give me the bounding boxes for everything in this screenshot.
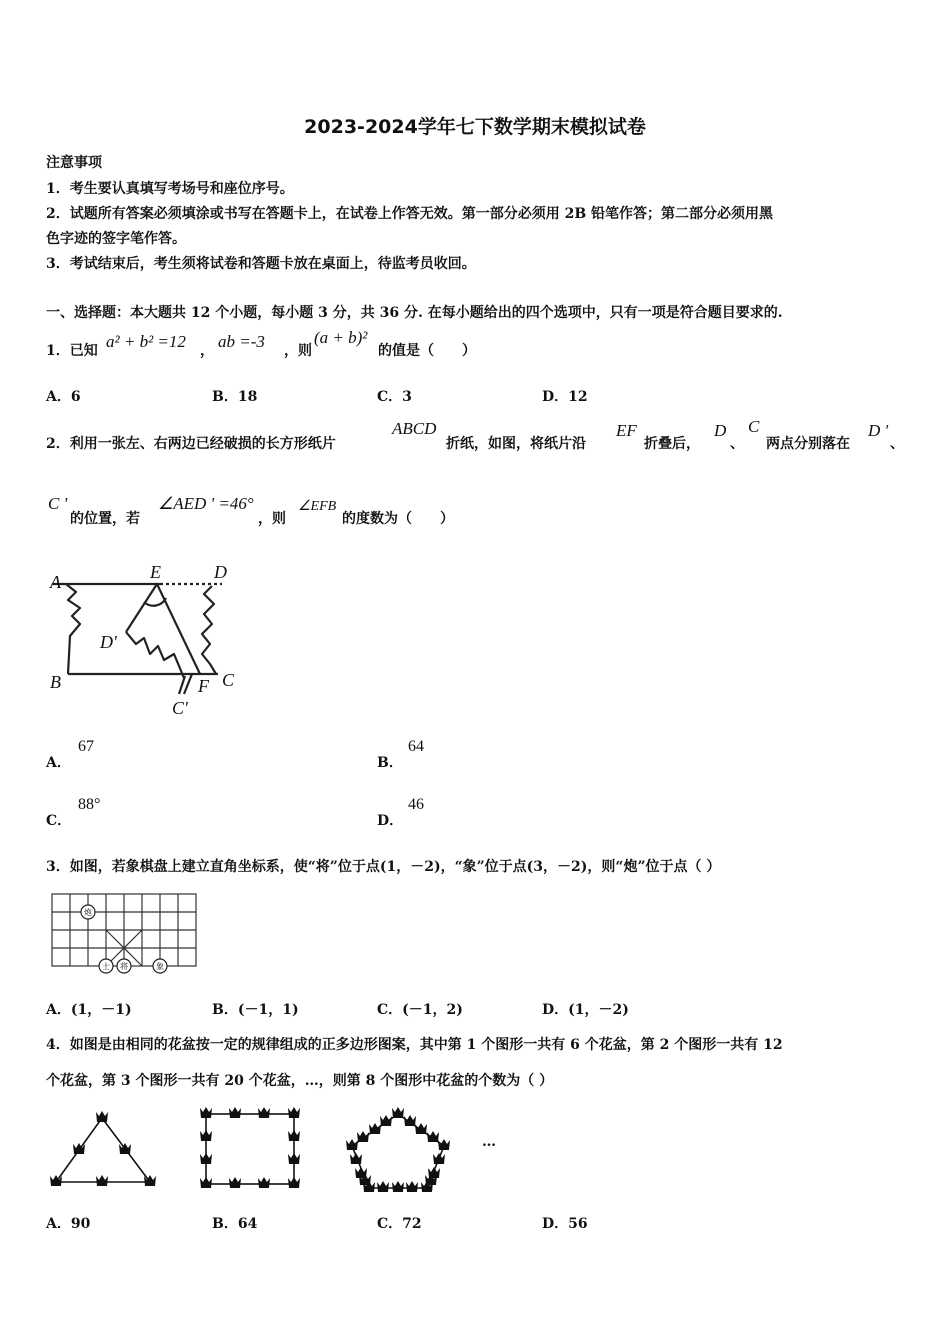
q2-label-cprime: C' [172,698,188,718]
q1-prefix: 1．已知 [46,343,98,359]
notice-item-2: 2．试题所有答案必须填涂或书写在答题卡上，在试卷上作答无效。第一部分必须用 2B 铅笔作答；第二部分必须用黑 [46,206,774,222]
q4-triangle [56,1118,150,1182]
q2-option-c-value: 88° [78,796,101,813]
q1-sep: ， [200,343,214,359]
q2-folded-torn-edge [126,632,184,678]
q3-pao-label: 炮 [84,908,92,917]
q2-right-torn-edge [202,586,216,674]
q4-ellipsis: … [482,1134,496,1150]
q2-label-f: F [198,676,209,696]
q3-option-a: A．(1，－1) [46,1002,132,1018]
q3-chessboard-figure [48,890,200,976]
q2-option-a-label: A． [46,755,71,771]
q3-text: 3．如图，若象棋盘上建立直角坐标系，使“将”位于点(1，－2)，“象”位于点(3，－2)，则“炮”位于点（ ） [46,859,721,875]
page-title: 2023-2024学年七下数学期末模拟试卷 [304,116,646,138]
q4-text-1: 4．如图是由相同的花盆按一定的规律组成的正多边形图案，其中第 1 个图形一共有 6 个花盆，第 2 个图形一共有 12 [46,1037,783,1053]
q2-math-ef: EF [616,421,637,440]
q4-text-2: 个花盆，第 3 个图形一共有 20 个花盆，…，则第 8 个图形中花盆的个数为（ ） [46,1073,554,1089]
q2-label-c: C [222,670,235,690]
q2-option-c-label: C． [46,813,72,829]
q3-xiang-label: 象 [156,962,164,971]
q4-option-d: D．56 [542,1216,588,1232]
q1-then: ，则 [284,343,312,359]
q2-math-dprime: D ' [868,421,889,440]
q4-figure-3-pots [346,1107,450,1192]
q2-label-dprime: D' [100,632,117,652]
q3-shi-label: 士 [102,962,110,971]
q2-option-a-value: 67 [78,738,94,755]
q2-left-torn-edge [66,584,80,674]
q2-text-1d: 两点分别落在 [766,436,850,452]
q2-math-angle2: ∠EFB [298,499,337,514]
q4-figure-2-pots [200,1107,300,1188]
q1-expr2: ab =-3 [218,332,265,351]
q3-option-b: B．(－1，1) [212,1002,299,1018]
q2-text-1b: 折纸，如图，将纸片沿 [446,436,586,452]
q2-math-cprime: C ' [48,494,68,513]
q2-label-a: A [50,572,61,592]
q2-tail: 、 [890,436,904,452]
q2-comma: 、 [730,436,744,452]
q1-option-b: B．18 [212,389,258,405]
q2-text-2c: 的度数为（ ） [342,511,454,527]
notice-item-3: 3．考试结束后，考生须将试卷和答题卡放在桌面上，待监考员收回。 [46,256,476,272]
q4-square [206,1114,294,1184]
q2-label-b: B [50,672,61,692]
q2-text-2b: ，则 [258,511,286,527]
q2-math-abcd: ABCD [392,419,437,438]
q2-label-e: E [150,562,161,582]
q2-option-d-value: 46 [408,796,424,813]
q2-text-1a: 2．利用一张左、右两边已经破损的长方形纸片 [46,436,336,452]
q1-option-d: D．12 [542,389,588,405]
q2-math-c: C [748,417,760,436]
q4-flowerpot-figures [44,1100,514,1200]
q2-option-b-value: 64 [408,738,424,755]
q3-jiang-label: 将 [120,962,128,971]
q2-option-b-label: B． [377,755,403,771]
q2-math-d: D [714,421,727,440]
section-heading: 一、选择题：本大题共 12 个小题，每小题 3 分，共 36 分. 在每小题给出的四个选项中，只有一项是符合题目要求的. [46,305,783,321]
q4-figure-1-pots [50,1111,156,1186]
q1-option-c: C．3 [377,389,412,405]
q2-fold-edge-ed [126,584,157,632]
q3-option-c: C．(－1，2) [377,1002,463,1018]
q3-option-d: D．(1，－2) [542,1002,629,1018]
q1-expr1: a² + b² =12 [106,332,186,351]
q2-option-d-label: D． [377,813,404,829]
q2-fold-figure [40,558,250,723]
notice-item-2-cont: 色字迹的签字笔作答。 [46,231,186,247]
q2-text-1c: 折叠后， [644,436,700,452]
q1-suffix: 的值是（ ） [378,343,476,359]
q1-expr3: (a + b)² [314,328,368,347]
q1-option-a: A．6 [46,389,81,405]
q2-label-d: D [214,562,227,582]
q4-option-b: B．64 [212,1216,258,1232]
q2-text-2a: 的位置，若 [70,511,140,527]
q2-math-angle1: ∠AED ' =46° [158,494,254,513]
notice-item-1: 1．考生要认真填写考场号和座位序号。 [46,181,294,197]
notice-heading: 注意事项 [46,155,102,171]
q4-option-c: C．72 [377,1216,422,1232]
q4-option-a: A．90 [46,1216,91,1232]
